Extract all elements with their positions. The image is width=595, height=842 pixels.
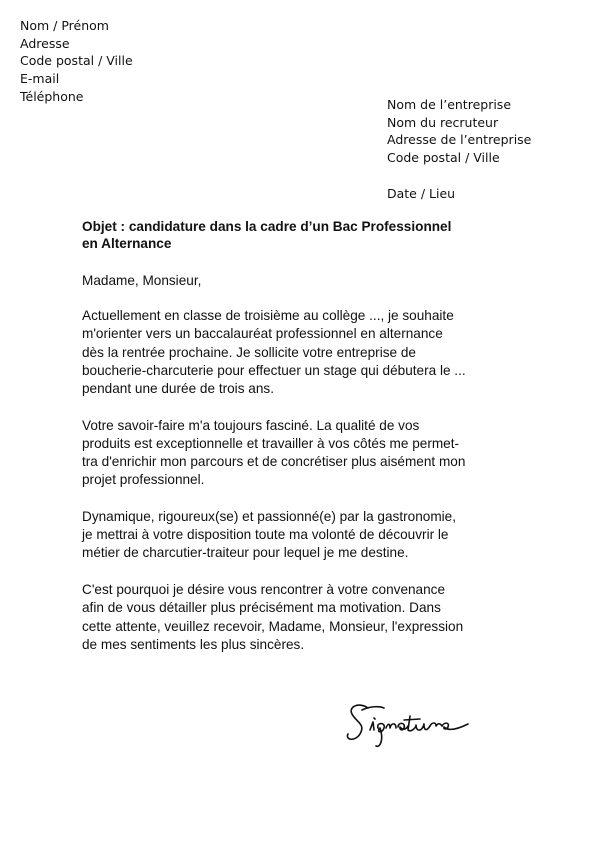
paragraph-line: projet professionnel.	[82, 472, 205, 488]
letter-subject	[82, 218, 522, 252]
sender-block	[20, 17, 133, 106]
paragraph-1	[82, 307, 512, 398]
paragraph-line: Actuellement en classe de troisième au collège ..., je souhaite	[82, 308, 454, 324]
paragraph-line: boucherie-charcuterie pour effectuer un stage qui débutera le ...	[82, 362, 466, 378]
recipient-company: Nom de l’entreprise	[387, 97, 512, 112]
salutation: Madame, Monsieur,	[82, 273, 202, 288]
sender-postal-city: Code postal / Ville	[20, 53, 133, 69]
sender-name: Nom / Prénom	[20, 18, 109, 33]
paragraph-line: de mes sentiments les plus sincères.	[82, 636, 305, 652]
paragraph-line: afin de vous détailler plus précisément ma motivation. Dans	[82, 600, 441, 616]
paragraph-line: métier de charcutier-traiteur pour lequel je me destine.	[82, 545, 409, 561]
sender-email: E-mail	[20, 71, 60, 87]
paragraph-2	[82, 417, 512, 490]
paragraph-line: je mettrai à votre disposition toute ma volonté de découvrir le	[82, 527, 449, 543]
signature-image	[340, 692, 490, 752]
paragraph-line: m'orienter vers un baccalauréat professionnel en alternance	[82, 326, 443, 342]
sender-phone: Téléphone	[20, 88, 84, 104]
letter-body	[82, 272, 512, 672]
recipient-block	[387, 96, 531, 203]
recipient-postal-city: Code postal / Ville	[387, 150, 500, 166]
paragraph-line: produits est exceptionnelle et travailler à vos côtés me permet-	[82, 435, 460, 451]
paragraph-line: Dynamique, rigoureux(se) et passionné(e) par la gastronomie,	[82, 509, 457, 525]
paragraph-line: Votre savoir-faire m'a toujours fasciné. La qualité de vos	[82, 417, 420, 433]
paragraph-4	[82, 581, 512, 654]
recipient-recruiter: Nom du recruteur	[387, 114, 499, 130]
paragraph-line: dès la rentrée prochaine. Je sollicite votre entreprise de	[82, 344, 416, 360]
sender-address: Adresse	[20, 35, 70, 51]
date-place: Date / Lieu	[387, 185, 456, 201]
paragraph-line: tra d'enrichir mon parcours et de concrétiser plus aisément mon	[82, 454, 466, 470]
subject-line-2: en Alternance	[82, 236, 172, 251]
paragraph-line: cette attente, veuillez recevoir, Madame, Monsieur, l'expression	[82, 618, 464, 634]
paragraphs	[82, 307, 512, 654]
paragraph-3	[82, 508, 512, 563]
subject-line-1: Objet : candidature dans la cadre d’un Bac Professionnel	[82, 219, 452, 234]
recipient-address: Adresse de l’entreprise	[387, 132, 532, 148]
paragraph-line: pendant une durée de trois ans.	[82, 381, 274, 397]
paragraph-line: C'est pourquoi je désire vous rencontrer à votre convenance	[82, 582, 446, 598]
